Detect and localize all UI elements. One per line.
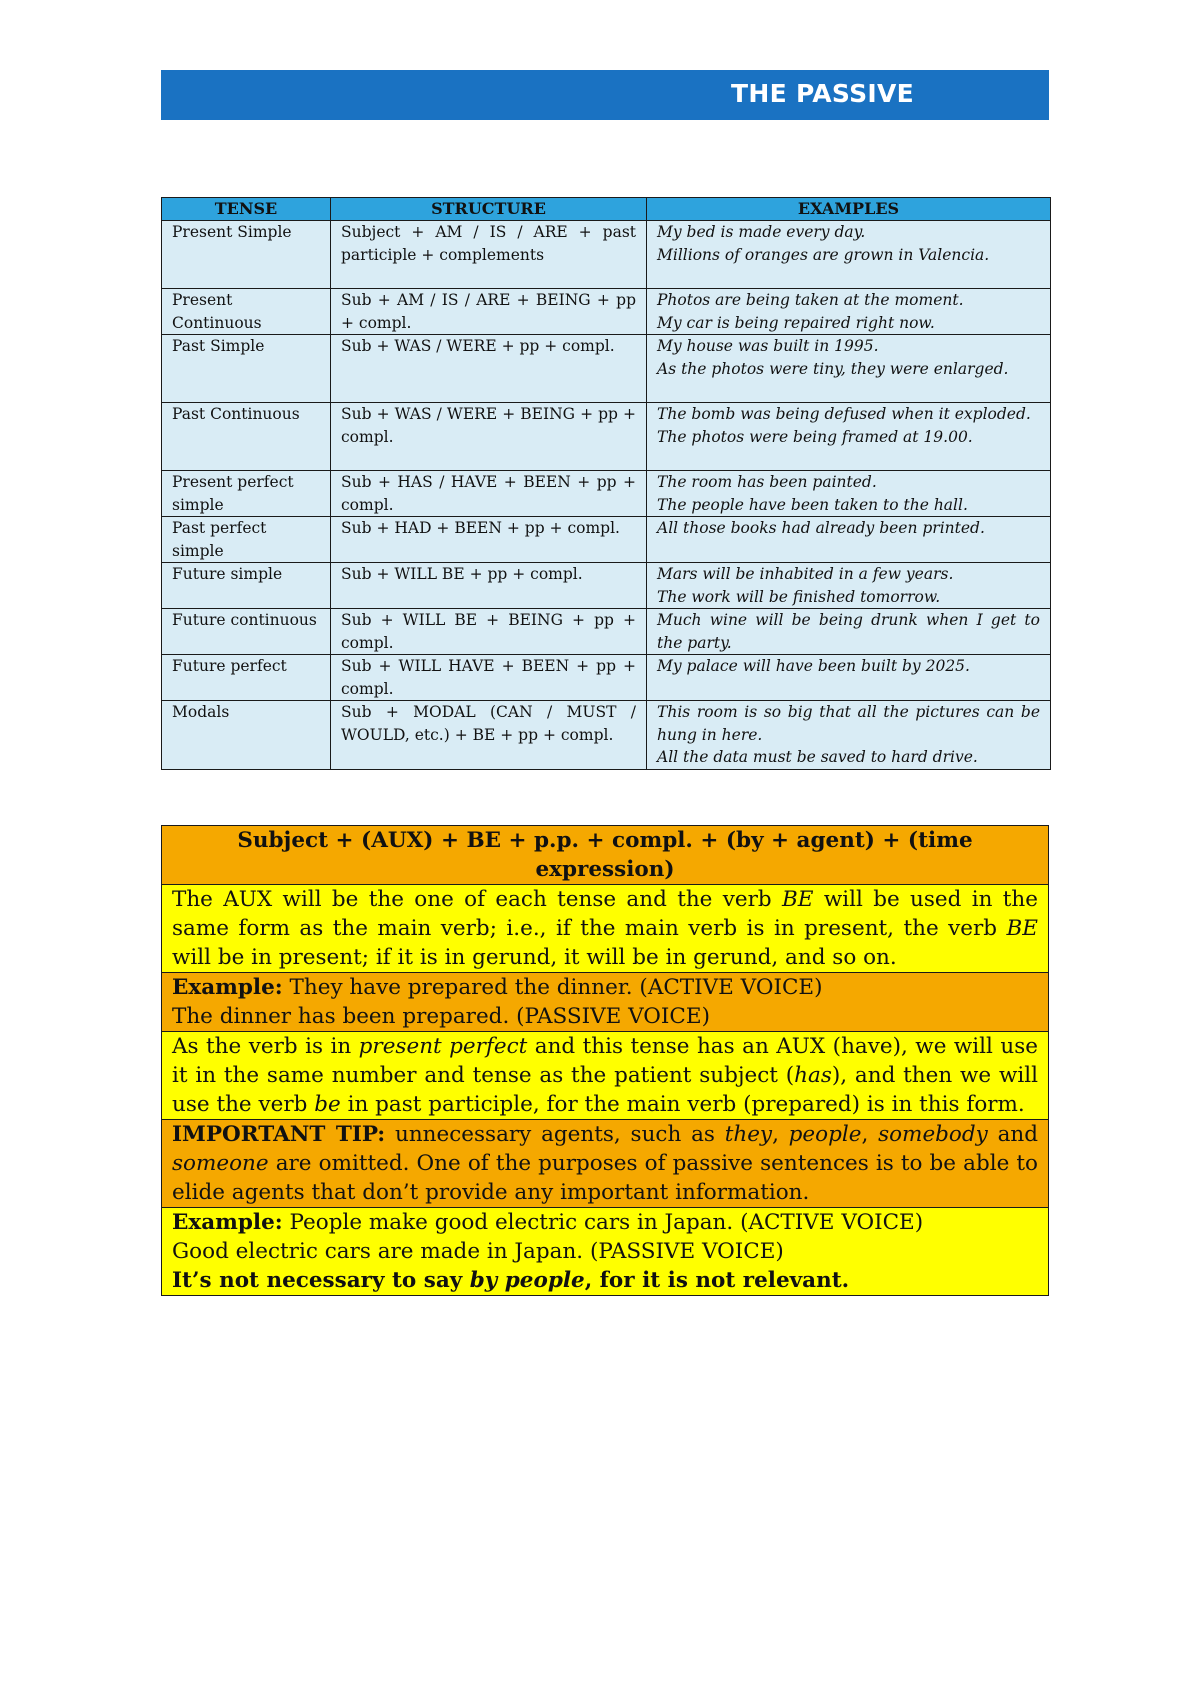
table-row xyxy=(162,221,1051,289)
example2 xyxy=(162,1208,1049,1296)
text-run: The AUX will be the one of each tense and the verb xyxy=(172,887,782,912)
example1 xyxy=(162,973,1049,1032)
text-run-bold-italic: by people xyxy=(469,1268,585,1293)
tense-cell: Past Continuous xyxy=(162,403,331,471)
examples-cell xyxy=(647,655,1051,701)
table-row xyxy=(162,289,1051,335)
example-line: All the data must be saved to hard drive. xyxy=(657,748,978,766)
examples-cell xyxy=(647,517,1051,563)
tense-cell: Future perfect xyxy=(162,655,331,701)
example-line: The work will be finished tomorrow. xyxy=(657,587,941,606)
text-run-italic: has xyxy=(794,1063,832,1088)
table-row xyxy=(162,517,1051,563)
text-run: will be in present; if it is in gerund, it will be in gerund, and so on. xyxy=(172,945,897,970)
examples-cell xyxy=(647,701,1051,770)
text-run-bold: , for it is not relevant. xyxy=(584,1268,850,1293)
table-row xyxy=(162,471,1051,517)
text-run: will be used in the same form as the main verb; i.e., if the main verb is in present, the verb xyxy=(172,887,1038,941)
structure-cell: Sub + WILL HAVE + BEEN + pp + compl. xyxy=(331,655,647,701)
tense-cell: Present Continuous xyxy=(162,289,331,335)
tense-cell: Future simple xyxy=(162,563,331,609)
example-line: The photos were being framed at 19.00. xyxy=(657,427,973,446)
text-run: , xyxy=(772,1122,789,1147)
examples-cell xyxy=(647,563,1051,609)
tense-cell: Present perfect simple xyxy=(162,471,331,517)
example2-active xyxy=(172,1208,1038,1237)
structure-cell: Sub + WILL BE + pp + compl. xyxy=(331,563,647,609)
example-line: Millions of oranges are grown in Valencia. xyxy=(657,245,990,264)
tip-row xyxy=(162,1120,1049,1208)
example-label: Example: xyxy=(172,975,283,1000)
examples-cell xyxy=(647,335,1051,403)
text-run-italic: be xyxy=(314,1092,341,1117)
text-run: and this tense has an AUX (have), we will use it in the same number and tense as the patient subject ( xyxy=(172,1034,1038,1088)
structure-cell: Sub + HAS / HAVE + BEEN + pp + compl. xyxy=(331,471,647,517)
text-run-italic: BE xyxy=(782,887,814,912)
tip-label: IMPORTANT TIP: xyxy=(172,1122,386,1147)
text-run-italic: present perfect xyxy=(358,1034,528,1059)
title-banner xyxy=(161,70,1049,120)
examples-cell xyxy=(647,289,1051,335)
example-line: My car is being repaired right now. xyxy=(657,313,935,332)
rules-table xyxy=(161,825,1049,1296)
text-run: in past participle, for the main verb (prepared) is in this form. xyxy=(340,1092,1025,1117)
example-line: The bomb was being defused when it exploded. xyxy=(657,405,1031,423)
text-run-italic: someone xyxy=(172,1151,269,1176)
text-run: are omitted. One of the purposes of passive sentences is to be able to elide agents that don’t provide any important information. xyxy=(172,1151,1038,1205)
example2-row xyxy=(162,1208,1049,1296)
example-line: The people have been taken to the hall. xyxy=(657,495,968,514)
structure-cell: Sub + HAD + BEEN + pp + compl. xyxy=(331,517,647,563)
table-row xyxy=(162,563,1051,609)
text-run-bold: It’s not necessary to say xyxy=(172,1268,470,1293)
aux-explanation-row xyxy=(162,885,1049,973)
text-run: unnecessary agents, such as xyxy=(385,1122,725,1147)
text-run-italic: they xyxy=(724,1122,773,1147)
table-row xyxy=(162,609,1051,655)
example-line: My house was built in 1995. xyxy=(657,337,879,355)
example-line: All those books had already been printed. xyxy=(657,519,985,537)
structure-cell: Subject + AM / IS / ARE + past participle + complements xyxy=(331,221,647,289)
tense-cell: Future continuous xyxy=(162,609,331,655)
important-tip xyxy=(162,1120,1049,1208)
tense-cell: Past perfect simple xyxy=(162,517,331,563)
example-line: Photos are being taken at the moment. xyxy=(657,291,964,309)
text-run-italic: BE xyxy=(1006,916,1038,941)
header-examples: EXAMPLES xyxy=(647,198,1051,221)
example-line: As the photos were tiny, they were enlarged. xyxy=(657,359,1009,378)
example-line: My bed is made every day. xyxy=(657,223,866,241)
tense-cell: Modals xyxy=(162,701,331,770)
example-line: Mars will be inhabited in a few years. xyxy=(657,565,954,583)
examples-cell xyxy=(647,609,1051,655)
example2-note xyxy=(172,1266,1038,1295)
text-run: and xyxy=(987,1122,1038,1147)
examples-cell xyxy=(647,471,1051,517)
example-line: Much wine will be being drunk when I get to the party. xyxy=(657,611,1040,652)
example1-passive: The dinner has been prepared. (PASSIVE VOICE) xyxy=(172,1004,710,1029)
table-row xyxy=(162,335,1051,403)
example-line: The room has been painted. xyxy=(657,473,877,491)
explanation2-row xyxy=(162,1032,1049,1120)
tense-table xyxy=(161,197,1051,770)
examples-cell xyxy=(647,403,1051,471)
tense-cell: Present Simple xyxy=(162,221,331,289)
tense-cell: Past Simple xyxy=(162,335,331,403)
examples-cell xyxy=(647,221,1051,289)
text-run-italic: somebody xyxy=(878,1122,988,1147)
text-run: They have prepared the dinner. (ACTIVE VOICE) xyxy=(282,975,823,1000)
aux-explanation xyxy=(162,885,1049,973)
table-row xyxy=(162,655,1051,701)
explanation2 xyxy=(162,1032,1049,1120)
example-line: My palace will have been built by 2025. xyxy=(657,657,970,675)
text-run: People make good electric cars in Japan. (ACTIVE VOICE) xyxy=(282,1210,924,1235)
structure-cell: Sub + AM / IS / ARE + BEING + pp + compl. xyxy=(331,289,647,335)
example1-active xyxy=(172,973,1038,1002)
structure-cell: Sub + WAS / WERE + BEING + pp + compl. xyxy=(331,403,647,471)
page-title: THE PASSIVE xyxy=(731,79,915,108)
structure-cell: Sub + WAS / WERE + pp + compl. xyxy=(331,335,647,403)
example-label: Example: xyxy=(172,1210,283,1235)
passive-formula: Subject + (AUX) + BE + p.p. + compl. + (by + agent) + (time expression) xyxy=(162,826,1049,885)
example1-row xyxy=(162,973,1049,1032)
header-tense: TENSE xyxy=(162,198,331,221)
text-run: ), and then we will use the verb xyxy=(172,1063,1039,1117)
header-structure: STRUCTURE xyxy=(331,198,647,221)
example2-passive: Good electric cars are made in Japan. (PASSIVE VOICE) xyxy=(172,1239,784,1264)
example-line: This room is so big that all the pictures can be hung in here. xyxy=(657,703,1040,744)
table-row xyxy=(162,403,1051,471)
structure-cell: Sub + MODAL (CAN / MUST / WOULD, etc.) + BE + pp + compl. xyxy=(331,701,647,770)
table-header-row xyxy=(162,198,1051,221)
structure-cell: Sub + WILL BE + BEING + pp + compl. xyxy=(331,609,647,655)
text-run: As the verb is in xyxy=(172,1034,359,1059)
formula-row xyxy=(162,826,1049,885)
table-row xyxy=(162,701,1051,770)
text-run-italic: people xyxy=(788,1122,862,1147)
text-run: , xyxy=(861,1122,879,1147)
